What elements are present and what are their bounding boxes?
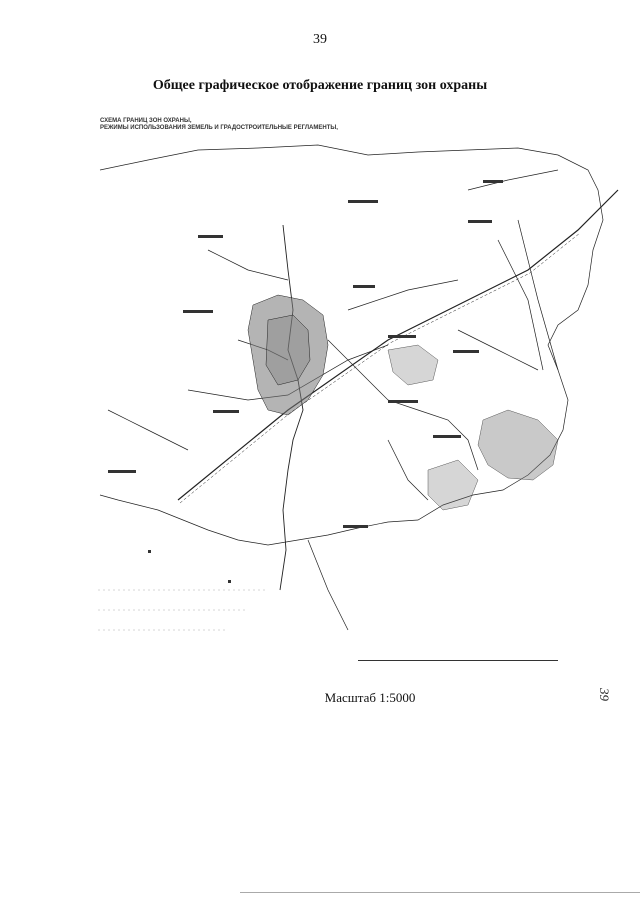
- margin-page-number: 39: [597, 688, 612, 701]
- road-6: [498, 240, 543, 370]
- outer-zone-boundary: [100, 145, 603, 545]
- road-3: [348, 280, 458, 310]
- map-scale: Масштаб 1:5000: [324, 690, 416, 705]
- bottom-rule: [240, 892, 640, 893]
- lower-grid: [98, 590, 268, 630]
- map-header-line-1: СХЕМА ГРАНИЦ ЗОН ОХРАНЫ,: [100, 118, 192, 124]
- page-title: Общее графическое отображение границ зон охраны: [152, 78, 488, 93]
- map-header-line-2: РЕЖИМЫ ИСПОЛЬЗОВАНИЯ ЗЕМЕЛЬ И ГРАДОСТРОИТЕЛЬНЫЕ РЕГЛАМЕНТЫ,: [100, 125, 338, 131]
- map-boundaries: [100, 145, 618, 630]
- protection-zone-map: [88, 110, 628, 670]
- road-4: [208, 250, 288, 280]
- town-core: [248, 295, 328, 415]
- page-number: 39: [313, 32, 327, 47]
